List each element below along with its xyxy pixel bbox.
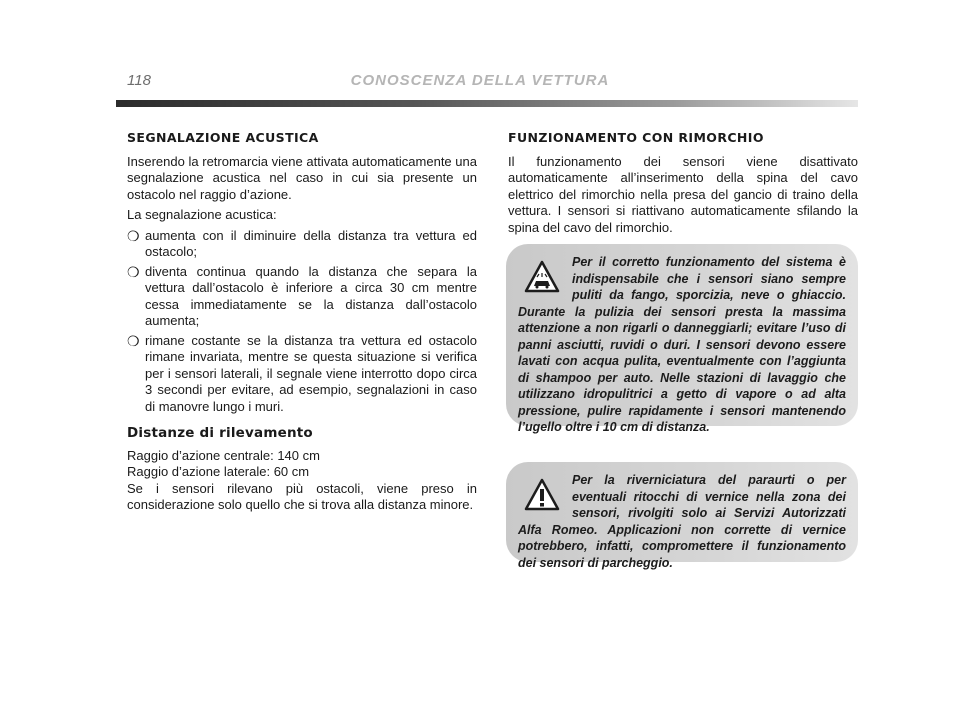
- bullet-icon: ❍: [127, 227, 140, 244]
- paragraph-multiple-obstacles: Se i sensori rilevano più ostacoli, viene preso in considerazione solo quello che si trova alla distanza minore.: [127, 480, 477, 512]
- bullet-icon: ❍: [127, 263, 140, 280]
- heading-acoustic-signal: SEGNALAZIONE ACUSTICA: [127, 130, 319, 145]
- paragraph-signal-label: La segnalazione acustica:: [127, 207, 277, 222]
- page-number: 118: [127, 72, 151, 89]
- list-item: [127, 333, 477, 416]
- range-central: Raggio d’azione centrale: 140 cm: [127, 447, 320, 463]
- paragraph-intro: Inserendo la retromarcia viene attivata automaticamente una segnalazione acustica nel caso in cui sia presente un ostacolo nel raggio d’azione.: [127, 153, 477, 202]
- section-title: CONOSCENZA DELLA VETTURA: [350, 72, 610, 89]
- range-lateral: Raggio d’azione laterale: 60 cm: [127, 464, 310, 479]
- exclamation-warning-icon: [524, 478, 560, 512]
- warning-box-cleaning: [506, 244, 858, 434]
- list-item-text: rimane costante se la distanza tra vettura ed ostacolo rimane invariata, mentre se questa situazione si verifica per i sensori laterali, il segnale viene interrotto dopo circa 3 secondi per evitare, ad esempio, segnalazioni in caso di manovre lungo i muri.: [145, 332, 477, 414]
- warning-text-cleaning: Per il corretto funzionamento del sistema è indispensabile che i sensori siano sempre puliti da fango, sporcizia, neve o ghiaccio. Durante la pulizia dei sensori presta la massima attenzione a non rigarli o danneggiarli; evitare l’uso di panni asciutti, ruvidi o duri. I sensori devono essere lavati con acqua pulita, eventualmente con l’aggiunta di shampoo per auto. Nelle stazioni di lavaggio che utilizzano idropulitrici a getto di vapore o ad alta pressione, pulire rapidamente i sensori mantenendo l’ugello oltre i 10 cm di distanza.: [518, 255, 846, 434]
- paragraph-trailer: Il funzionamento dei sensori viene disattivato automaticamente all’inserimento della spina del cavo elettrico del rimorchio nella presa del gancio di traino della vettura. I sensori si riattivano automaticamente sfilando la spina del cavo del rimorchio.: [508, 153, 858, 235]
- paragraph-ranges: [127, 448, 477, 514]
- right-column: [508, 130, 858, 240]
- header-rule: [116, 100, 858, 107]
- car-wash-warning-icon: [524, 260, 560, 294]
- left-column: [127, 130, 477, 518]
- bullet-icon: ❍: [127, 332, 140, 349]
- list-item-text: aumenta con il diminuire della distanza tra vettura ed ostacolo;: [145, 227, 477, 259]
- warning-text-repainting: Per la riverniciatura del paraurti o per eventuali ritocchi di vernice nella zona dei sensori, rivolgiti solo ai Servizi Autorizzati Alfa Romeo. Applicazioni non corrette di vernice potrebbero, infatti, compromettere il funzionamento dei sensori di parcheggio.: [518, 473, 846, 570]
- list-item: [127, 228, 477, 261]
- warning-box-repainting: [506, 462, 858, 570]
- heading-detection-distances: Distanze di rilevamento: [127, 425, 313, 441]
- list-item-text: diventa continua quando la distanza che separa la vettura dall’ostacolo è inferiore a circa 30 cm mentre cessa immediatamente se la distanza dall’ostacolo aumenta;: [145, 263, 477, 328]
- list-item: [127, 264, 477, 330]
- heading-trailer-operation: FUNZIONAMENTO CON RIMORCHIO: [508, 130, 764, 145]
